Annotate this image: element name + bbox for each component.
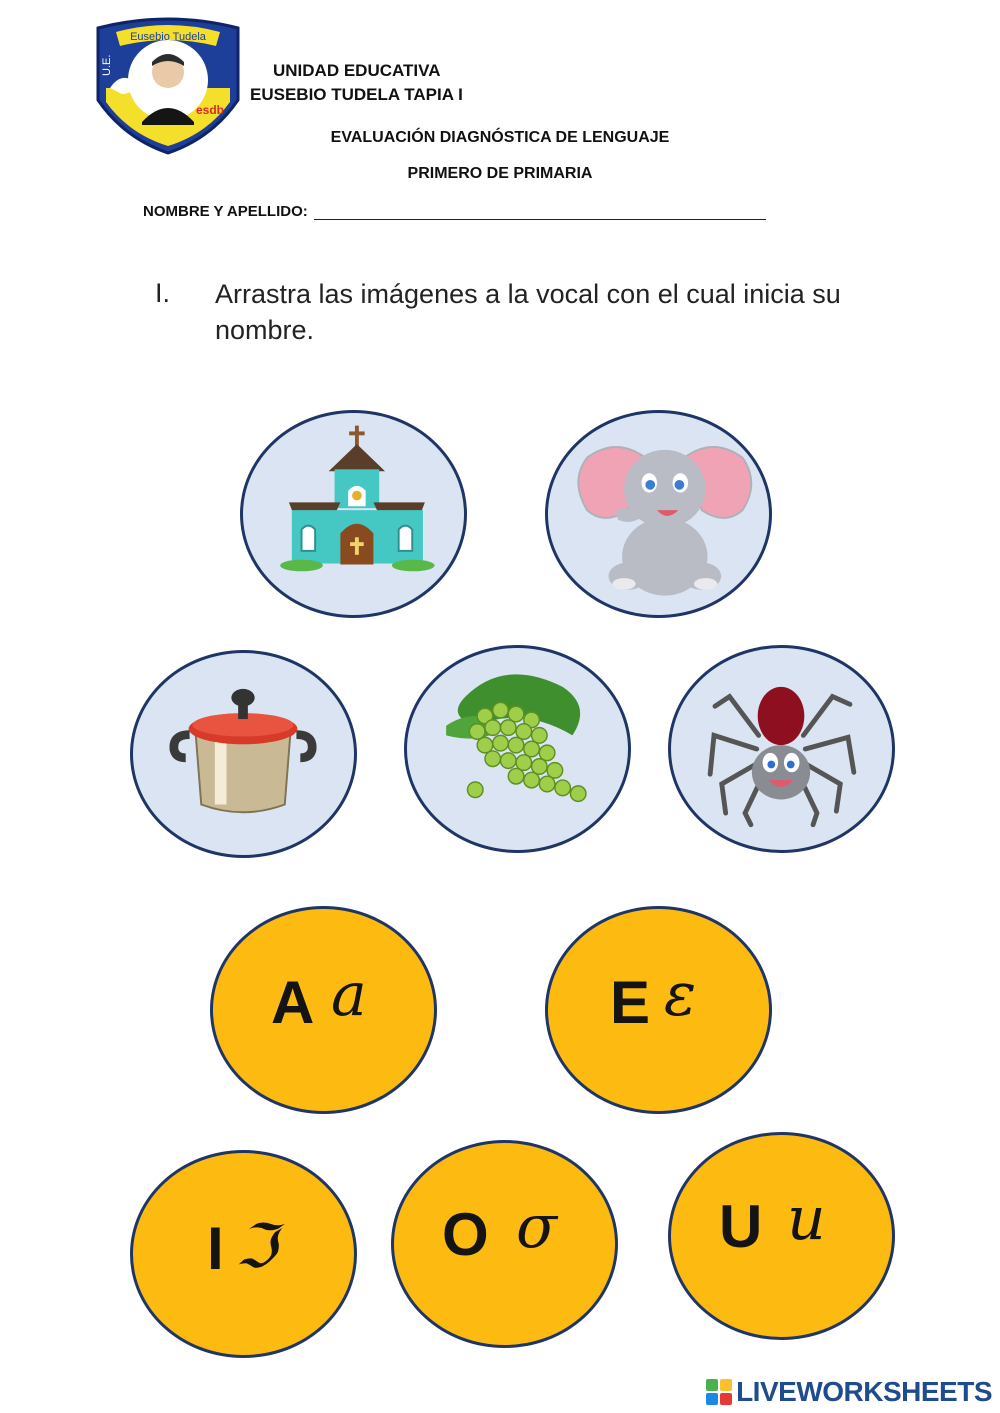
evaluation-title: EVALUACIÓN DIAGNÓSTICA DE LENGUAJE	[330, 129, 670, 146]
picture-spider[interactable]	[668, 645, 895, 853]
svg-text:Eusebio Tudela: Eusebio Tudela	[130, 31, 206, 43]
name-label: NOMBRE Y APELLIDO:	[143, 203, 308, 220]
pot-icon	[133, 653, 354, 855]
picture-grapes[interactable]	[404, 645, 631, 853]
instruction-text: Arrastra las imágenes a la vocal con el cual inicia su nombre.	[215, 279, 841, 345]
school-name-line2: EUSEBIO TUDELA TAPIA I	[250, 85, 463, 104]
svg-text:esdb: esdb	[196, 103, 225, 117]
picture-pot[interactable]	[130, 650, 357, 858]
vowel-target-i[interactable]	[130, 1150, 357, 1358]
liveworksheets-logo-icon	[706, 1379, 732, 1405]
vowel-u-upper: U	[719, 1193, 763, 1260]
vowel-target-e[interactable]	[545, 906, 772, 1114]
school-name-line1: UNIDAD EDUCATIVA	[273, 61, 441, 80]
spider-icon	[671, 648, 892, 850]
vowel-i-upper: I	[207, 1215, 224, 1282]
vowel-a-upper: A	[271, 969, 315, 1036]
picture-elephant[interactable]	[545, 410, 772, 618]
brand-name: LIVEWORKSHEETS	[736, 1376, 992, 1407]
vowel-e-upper: E	[610, 969, 651, 1036]
liveworksheets-brand	[706, 1376, 992, 1408]
vowel-e-script: ε	[664, 960, 697, 1030]
svg-text:U.E.: U.E.	[101, 54, 113, 76]
name-line[interactable]	[314, 205, 766, 220]
elephant-icon	[548, 413, 769, 615]
vowel-o-script: σ	[516, 1192, 557, 1262]
svg-text:TAPIA "I": TAPIA "I"	[151, 45, 185, 54]
church-icon	[243, 413, 464, 615]
name-row	[143, 203, 766, 220]
vowel-u-script: u	[787, 1184, 826, 1254]
picture-church[interactable]	[240, 410, 467, 618]
grade-title: PRIMERO DE PRIMARIA	[407, 165, 593, 182]
vowel-a-script: a	[331, 960, 367, 1030]
grapes-icon	[407, 648, 628, 850]
vowel-target-u[interactable]	[668, 1132, 895, 1340]
vowel-target-a[interactable]	[210, 906, 437, 1114]
vowel-i-script: ℑ	[235, 1212, 277, 1282]
vowel-o-upper: O	[442, 1201, 489, 1268]
vowel-target-o[interactable]	[391, 1140, 618, 1348]
instruction-number: I.	[155, 278, 171, 308]
